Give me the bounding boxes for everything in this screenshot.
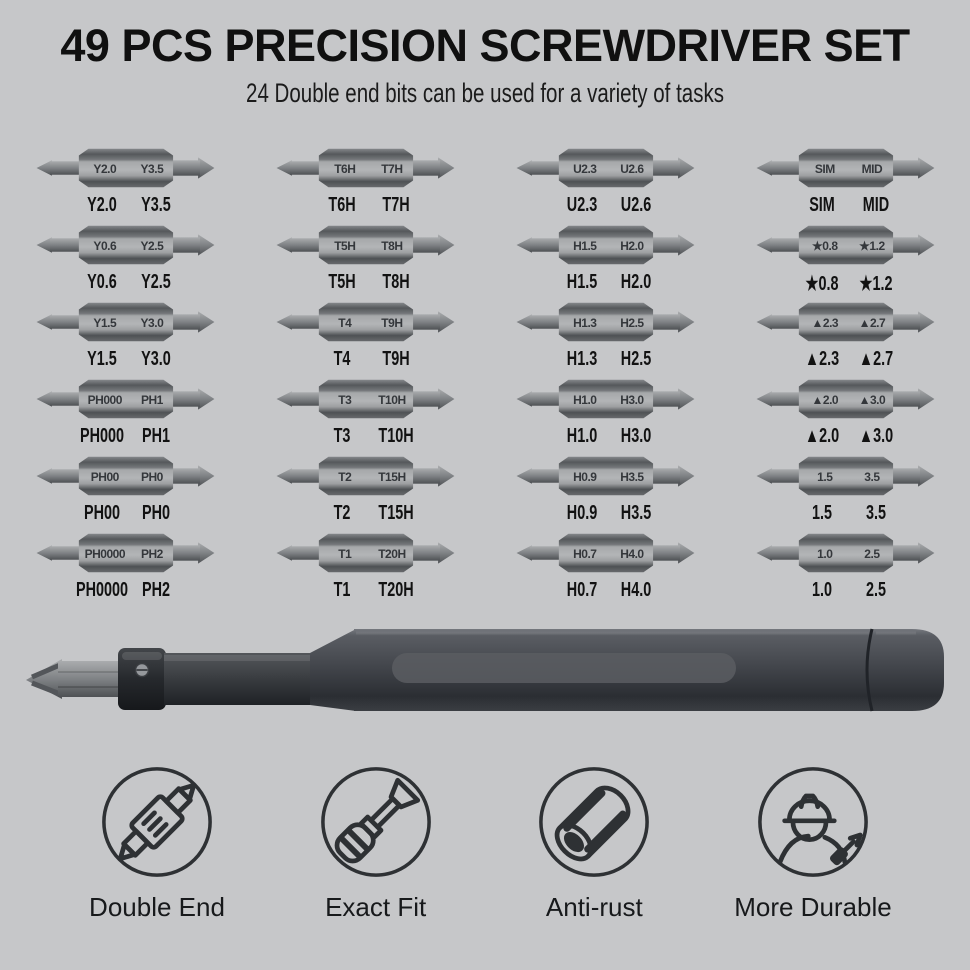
bit-engraved-size-left: T2 bbox=[338, 469, 352, 484]
bit-size-labels bbox=[502, 271, 708, 291]
bit-item bbox=[742, 374, 948, 445]
bit-size-labels bbox=[262, 579, 468, 599]
bit-size-label-right: PH1 bbox=[141, 425, 170, 447]
bit-size-label-right: PH2 bbox=[141, 579, 170, 601]
double-end-bit-image bbox=[742, 143, 948, 193]
feature-item bbox=[271, 763, 481, 923]
double-end-bit-image bbox=[502, 143, 708, 193]
bit-engraved-size-right: T20H bbox=[378, 546, 406, 561]
screwdriver-handle-image bbox=[0, 607, 970, 747]
bit-size-label-right: PH0 bbox=[141, 502, 170, 524]
bit-engraved-size-left: T5H bbox=[334, 238, 356, 253]
bit-engraved-size-left: T3 bbox=[338, 392, 352, 407]
double-end-bit-image bbox=[742, 220, 948, 270]
bit-engraved-size-left: 1.5 bbox=[817, 469, 833, 484]
bit-item bbox=[262, 451, 468, 522]
bit-engraved-size-left: U2.3 bbox=[573, 161, 597, 176]
bit-item bbox=[262, 143, 468, 214]
bit-size-label-right: H2.0 bbox=[620, 271, 652, 293]
bit-size-label-right: T15H bbox=[378, 502, 414, 524]
bit-size-label-left: T6H bbox=[328, 194, 356, 216]
bit-item bbox=[22, 143, 228, 214]
double-end-bit-image bbox=[502, 297, 708, 347]
bit-size-label-left: T2 bbox=[333, 502, 351, 524]
double-end-bit-image bbox=[22, 528, 228, 578]
bit-size-labels bbox=[742, 425, 948, 445]
feature-label: Anti-rust bbox=[545, 892, 643, 922]
bit-engraved-size-right: PH0 bbox=[140, 469, 163, 484]
double-end-bit-image bbox=[22, 374, 228, 424]
bit-size-label-right: ★1.2 bbox=[859, 273, 893, 295]
bit-item bbox=[22, 220, 228, 291]
bit-size-labels bbox=[502, 425, 708, 445]
bit-size-labels bbox=[742, 194, 948, 214]
bit-engraved-size-right: ▲2.7 bbox=[858, 315, 886, 330]
bits-grid bbox=[22, 143, 948, 599]
bit-engraved-size-left: H0.9 bbox=[573, 469, 597, 484]
bit-engraved-size-right: 2.5 bbox=[864, 546, 880, 561]
double-end-bit-image bbox=[22, 143, 228, 193]
bit-size-labels bbox=[22, 271, 228, 291]
bit-size-label-right: H4.0 bbox=[620, 579, 652, 601]
bit-item bbox=[502, 374, 708, 445]
driver-grip-panel bbox=[392, 653, 736, 683]
bit-size-labels bbox=[262, 425, 468, 445]
bit-engraved-size-right: H2.0 bbox=[620, 238, 644, 253]
bit-item bbox=[22, 528, 228, 599]
bit-item bbox=[742, 451, 948, 522]
bit-size-label-left: U2.3 bbox=[567, 194, 598, 216]
double-end-bit-image bbox=[262, 374, 468, 424]
bit-engraved-size-left: Y0.6 bbox=[93, 238, 117, 253]
driver-bit-shank bbox=[58, 661, 122, 697]
bit-size-label-right: MID bbox=[862, 194, 890, 216]
bit-size-label-right: H3.0 bbox=[620, 425, 652, 447]
bit-engraved-size-right: T9H bbox=[381, 315, 403, 330]
bit-size-labels bbox=[22, 502, 228, 522]
feature-icon-wrap bbox=[98, 763, 216, 881]
bit-item bbox=[742, 528, 948, 599]
feature-icon-wrap bbox=[535, 763, 653, 881]
bit-size-label-right: 2.5 bbox=[865, 579, 886, 601]
bit-size-labels bbox=[742, 348, 948, 368]
feature-item bbox=[489, 763, 699, 923]
bit-size-label-left: H0.9 bbox=[567, 502, 598, 524]
bit-item bbox=[502, 451, 708, 522]
feature-label: More Durable bbox=[734, 892, 892, 922]
bit-size-label-right: ▲3.0 bbox=[858, 425, 894, 447]
bit-size-label-right: H2.5 bbox=[620, 348, 652, 370]
bit-engraved-size-left: Y1.5 bbox=[93, 315, 117, 330]
bit-engraved-size-left: H1.0 bbox=[573, 392, 597, 407]
feature-label: Double End bbox=[89, 892, 225, 922]
bit-item bbox=[22, 297, 228, 368]
double-end-bit-image bbox=[742, 297, 948, 347]
bit-item bbox=[502, 220, 708, 291]
double-end-bit-image bbox=[22, 220, 228, 270]
bit-size-label-left: PH000 bbox=[80, 425, 125, 447]
double-end-bit-image bbox=[742, 374, 948, 424]
double-end-bit-image bbox=[742, 451, 948, 501]
double-end-bit-image bbox=[262, 143, 468, 193]
bit-size-label-left: 1.0 bbox=[812, 579, 833, 601]
bit-engraved-size-left: ▲2.3 bbox=[811, 315, 839, 330]
bit-engraved-size-left: H0.7 bbox=[573, 546, 597, 561]
bit-engraved-size-right: Y3.5 bbox=[140, 161, 164, 176]
bit-engraved-size-right: ▲3.0 bbox=[858, 392, 886, 407]
bit-item bbox=[742, 297, 948, 368]
bit-size-label-left: Y2.0 bbox=[87, 194, 118, 216]
feature-label: Exact Fit bbox=[325, 892, 427, 922]
bit-size-label-right: T9H bbox=[382, 348, 410, 370]
bit-engraved-size-left: H1.3 bbox=[573, 315, 597, 330]
bit-engraved-size-right: PH1 bbox=[140, 392, 163, 407]
driver-end-cap bbox=[874, 629, 944, 711]
bit-size-label-right: T10H bbox=[378, 425, 414, 447]
bit-engraved-size-right: 3.5 bbox=[864, 469, 880, 484]
bit-size-labels bbox=[22, 348, 228, 368]
bit-engraved-size-left: PH00 bbox=[90, 469, 119, 484]
bit-size-labels bbox=[502, 502, 708, 522]
bit-size-label-left: SIM bbox=[809, 194, 836, 216]
bit-size-label-right: H3.5 bbox=[620, 502, 652, 524]
bit-item bbox=[22, 451, 228, 522]
metal-tube-icon bbox=[535, 763, 653, 881]
bit-size-label-left: T3 bbox=[333, 425, 351, 447]
bit-size-labels bbox=[742, 271, 948, 295]
double-end-bit-image bbox=[262, 451, 468, 501]
bit-size-labels bbox=[502, 194, 708, 214]
features-row bbox=[0, 763, 970, 923]
bit-engraved-size-right: H2.5 bbox=[620, 315, 644, 330]
bit-item bbox=[262, 374, 468, 445]
driver-taper bbox=[310, 629, 356, 711]
double-end-bit-image bbox=[262, 297, 468, 347]
bit-item bbox=[742, 143, 948, 214]
bit-size-label-right: Y3.5 bbox=[141, 194, 171, 216]
bit-engraved-size-left: ★0.8 bbox=[812, 238, 838, 253]
bit-item bbox=[22, 374, 228, 445]
bit-size-label-right: 3.5 bbox=[865, 502, 886, 524]
bit-engraved-size-right: T8H bbox=[381, 238, 403, 253]
nut-driver-icon bbox=[317, 763, 435, 881]
bit-engraved-size-right: Y3.0 bbox=[140, 315, 164, 330]
bit-engraved-size-left: ▲2.0 bbox=[811, 392, 839, 407]
bit-item bbox=[262, 528, 468, 599]
bit-engraved-size-left: PH000 bbox=[87, 392, 122, 407]
bit-engraved-size-left: T6H bbox=[334, 161, 356, 176]
bit-engraved-size-left: SIM bbox=[814, 161, 835, 176]
header bbox=[0, 0, 970, 109]
bit-engraved-size-right: H4.0 bbox=[620, 546, 644, 561]
bit-engraved-size-right: Y2.5 bbox=[140, 238, 164, 253]
bit-size-label-left: T4 bbox=[333, 348, 351, 370]
bit-size-label-left: H1.3 bbox=[567, 348, 598, 370]
page-title: 49 PCS PRECISION SCREWDRIVER SET bbox=[60, 20, 910, 71]
bit-size-label-left: 1.5 bbox=[812, 502, 833, 524]
page-subtitle: 24 Double end bits can be used for a variety of tasks bbox=[246, 78, 724, 108]
bit-engraved-size-right: H3.5 bbox=[620, 469, 644, 484]
bit-size-label-left: ▲2.0 bbox=[805, 425, 840, 447]
bit-size-labels bbox=[262, 348, 468, 368]
bit-size-labels bbox=[262, 502, 468, 522]
bit-engraved-size-right: U2.6 bbox=[620, 161, 644, 176]
bit-engraved-size-right: T7H bbox=[381, 161, 403, 176]
double-end-bit-image bbox=[502, 451, 708, 501]
bit-engraved-size-right: T10H bbox=[378, 392, 406, 407]
bit-item bbox=[502, 297, 708, 368]
bit-size-label-right: U2.6 bbox=[620, 194, 652, 216]
bit-size-labels bbox=[742, 579, 948, 599]
bit-size-label-left: H1.5 bbox=[567, 271, 598, 293]
bit-engraved-size-right: PH2 bbox=[140, 546, 163, 561]
double-end-bit-image bbox=[262, 528, 468, 578]
feature-item bbox=[52, 763, 262, 923]
bit-size-label-right: T8H bbox=[382, 271, 410, 293]
bit-size-label-left: Y1.5 bbox=[87, 348, 118, 370]
bit-engraved-size-right: ★1.2 bbox=[859, 238, 885, 253]
bit-item bbox=[502, 143, 708, 214]
bit-size-labels bbox=[22, 194, 228, 214]
double-end-bit-image bbox=[502, 374, 708, 424]
bit-size-label-left: ▲2.3 bbox=[805, 348, 840, 370]
feature-item bbox=[708, 763, 918, 923]
bit-engraved-size-right: MID bbox=[861, 161, 883, 176]
bit-size-labels bbox=[502, 579, 708, 599]
bit-size-label-left: T1 bbox=[333, 579, 351, 601]
double-end-bit-image bbox=[502, 528, 708, 578]
bit-size-label-left: ★0.8 bbox=[805, 273, 839, 295]
bit-size-labels bbox=[22, 579, 228, 599]
feature-icon-wrap bbox=[317, 763, 435, 881]
bit-engraved-size-right: T15H bbox=[378, 469, 406, 484]
bit-size-labels bbox=[742, 502, 948, 522]
double-end-bit-image bbox=[502, 220, 708, 270]
bit-engraved-size-left: Y2.0 bbox=[93, 161, 117, 176]
bit-size-labels bbox=[262, 271, 468, 291]
bit-item bbox=[742, 220, 948, 295]
bit-item bbox=[262, 297, 468, 368]
double-end-bit-image bbox=[742, 528, 948, 578]
bit-size-label-right: Y2.5 bbox=[141, 271, 171, 293]
bit-size-label-right: T20H bbox=[378, 579, 414, 601]
bit-size-label-right: T7H bbox=[382, 194, 410, 216]
bit-item bbox=[502, 528, 708, 599]
bit-size-label-left: Y0.6 bbox=[87, 271, 118, 293]
bit-engraved-size-left: 1.0 bbox=[817, 546, 833, 561]
bit-item bbox=[262, 220, 468, 291]
bit-size-labels bbox=[262, 194, 468, 214]
double-end-bit-image bbox=[262, 220, 468, 270]
bit-size-label-left: T5H bbox=[328, 271, 356, 293]
bit-size-label-right: ▲2.7 bbox=[858, 348, 894, 370]
bit-engraved-size-left: PH0000 bbox=[84, 546, 126, 561]
screwdriver-handle-photo bbox=[0, 607, 970, 747]
bit-size-label-left: H0.7 bbox=[567, 579, 598, 601]
bit-size-label-left: PH0000 bbox=[76, 579, 129, 601]
bit-engraved-size-right: H3.0 bbox=[620, 392, 644, 407]
feature-icon-wrap bbox=[754, 763, 872, 881]
bit-engraved-size-left: T1 bbox=[338, 546, 352, 561]
bit-engraved-size-left: H1.5 bbox=[573, 238, 597, 253]
worker-hard-hat-icon bbox=[754, 763, 872, 881]
bit-size-labels bbox=[502, 348, 708, 368]
double-end-bit-icon bbox=[98, 763, 216, 881]
bit-engraved-size-left: T4 bbox=[338, 315, 352, 330]
double-end-bit-image bbox=[22, 297, 228, 347]
bit-size-label-left: H1.0 bbox=[567, 425, 598, 447]
bit-size-label-right: Y3.0 bbox=[141, 348, 171, 370]
double-end-bit-image bbox=[22, 451, 228, 501]
bit-size-labels bbox=[22, 425, 228, 445]
bit-size-label-left: PH00 bbox=[84, 502, 121, 524]
